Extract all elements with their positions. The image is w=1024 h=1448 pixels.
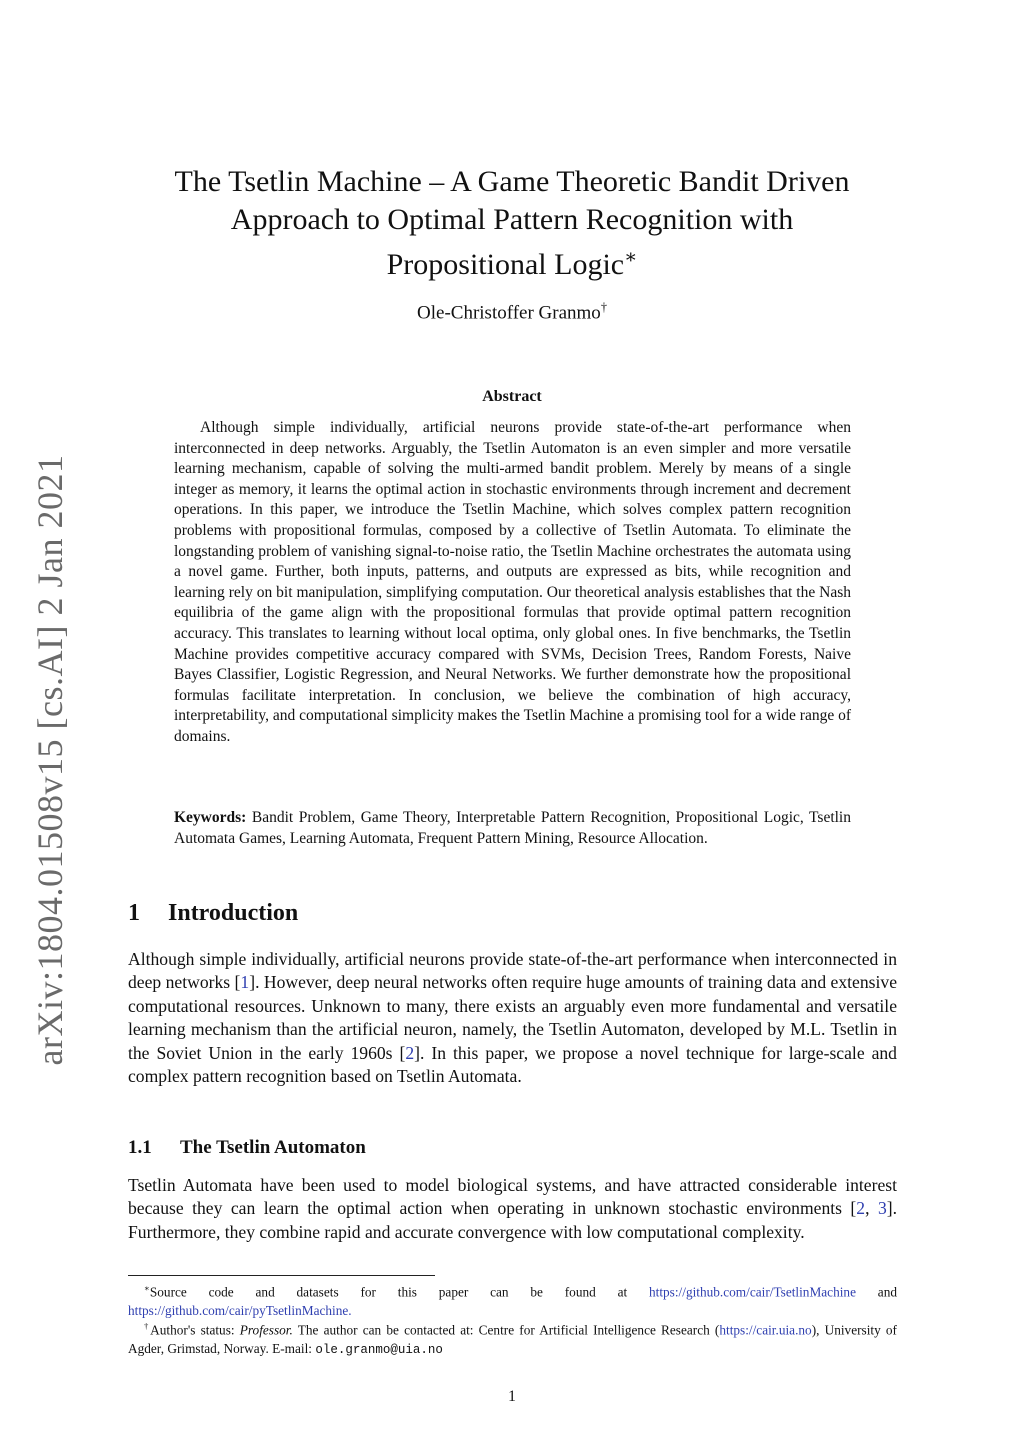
author-email[interactable]: ole.granmo@uia.no xyxy=(315,1343,443,1358)
page-number: 1 xyxy=(508,1388,516,1405)
section-number: 1 xyxy=(128,900,140,926)
subsection-heading-tsetlin-automaton xyxy=(128,1137,366,1159)
intro-text-1: Although simple individually, artificial neurons provide state-of-the-art performance when interconnected in deep networks xyxy=(128,949,897,993)
footnote-text-rest: ), University of Agder, Grimstad, Norway. E-mail: xyxy=(128,1322,897,1357)
abstract-body: Although simple individually, artificial neurons provide state-of-the-art performance when interconnected in deep networks. Arguably, the Tsetlin Automaton is an even simpler and more versatile learning mechanism, capable of solving the multi-armed bandit problem. Merely by means of a single integer as memory, it learns the optimal action in stochastic environments through increment and decrement operations. In this paper, we introduce the Tsetlin Machine, which solves complex pattern recognition problems with propositional formulas, composed by a collective of Tsetlin Automata. To eliminate the longstanding problem of vanishing signal-to-noise ratio, the Tsetlin Machine orchestrates the automata using a novel game. Further, both inputs, patterns, and outputs are expressed as bits, while recognition and learning rely on bit manipulation, simplifying computation. Our theoretical analysis establishes that the Nash equilibria of the game align with the propositional formulas that provide optimal pattern recognition accuracy. This translates to learning without local optima, only global ones. In five benchmarks, the Tsetlin Machine provides competitive accuracy compared with SVMs, Decision Trees, Random Forests, Naive Bayes Classifier, Logistic Regression, and Neural Networks. We further demonstrate how the propositional formulas facilitate interpretation. In conclusion, we believe the combination of high accuracy, interpretability, and computational simplicity makes the Tsetlin Machine a promising tool for a wide range of domains. xyxy=(174,419,851,745)
paper-title xyxy=(150,163,874,284)
subsection-title: The Tsetlin Automaton xyxy=(180,1137,366,1158)
footnote-source-code xyxy=(128,1279,897,1320)
keywords xyxy=(174,808,851,849)
tsetlin-automaton-paragraph: Tsetlin Automata have been used to model biological systems, and have attracted considerable interest because they can learn the optimal action when operating in unknown stochastic environments [2, 3]. Furthermore, they combine rapid and accurate convergence with low computational complexity. xyxy=(128,1175,897,1242)
citation-link[interactable]: 2 xyxy=(405,1042,415,1063)
citation-link[interactable]: 3 xyxy=(877,1198,887,1219)
footnote-and: and xyxy=(877,1284,897,1300)
paper-author xyxy=(150,300,874,324)
introduction-paragraph: Although simple individually, artificial neurons provide state-of-the-art performance when interconnected in deep networks [1]. However, deep neural networks often require huge amounts of training data and extensive computational resources. Unknown to many, there exists an arguably even more fundamental and versatile learning mechanism than the artificial neuron, namely, the Tsetlin Automaton, developed by M.L. Tsetlin in the Soviet Union in the early 1960s [2]. In this paper, we propose a novel technique for large-scale and complex pattern recognition based on Tsetlin Automata. xyxy=(128,949,897,1087)
section-heading-introduction xyxy=(128,900,298,927)
citation-link[interactable]: 1 xyxy=(240,972,250,993)
author-name: Ole-Christoffer Granmo xyxy=(417,302,601,324)
footnote-author xyxy=(128,1317,897,1360)
section-title: Introduction xyxy=(168,900,299,926)
author-footnote-mark: † xyxy=(600,300,607,314)
title-footnote-mark: ∗ xyxy=(624,247,638,268)
intro-text-2: . However, deep neural networks often require huge amounts of training data and extensive computational resources. Unknown to many, there exists an arguably even more fundamental and versatile learning mechanism than the artificial neuron, namely, the Tsetlin Automaton, developed by M.L. Tsetlin in the Soviet Union in the early 1960s xyxy=(128,972,897,1063)
footnote-mark: † xyxy=(144,1321,151,1331)
footnote-mark: ∗ xyxy=(144,1283,150,1293)
keywords-label: Keywords: xyxy=(174,809,247,826)
ta-text-1: Tsetlin Automata have been used to model biological systems, and have attracted considerable interest because they can learn the optimal action when operating in unknown stochastic environments xyxy=(128,1175,897,1219)
keywords-list: Bandit Problem, Game Theory, Interpretable Pattern Recognition, Propositional Logic, Tsetlin Automata Games, Learning Automata, Frequent Pattern Mining, Resource Allocation. xyxy=(174,809,851,847)
footnote-rule xyxy=(128,1275,435,1276)
pytsetlin-link[interactable]: https://github.com/cair/pyTsetlinMachine. xyxy=(128,1303,352,1319)
subsection-number: 1.1 xyxy=(128,1137,152,1158)
paper-title-text: The Tsetlin Machine – A Game Theoretic Bandit Driven Approach to Optimal Pattern Recognition with Propositional Logic xyxy=(174,165,850,281)
footnote-text: The author can be contacted at: Centre for Artificial Intelligence Research ( xyxy=(297,1322,720,1338)
abstract-heading: Abstract xyxy=(482,388,542,405)
citation-link[interactable]: 2 xyxy=(856,1198,866,1219)
footnote-lead: Author's status: xyxy=(150,1322,235,1338)
cair-link[interactable]: https://cair.uia.no xyxy=(719,1322,812,1338)
ta-text-2: . Furthermore, they combine rapid and accurate convergence with low computational complexity. xyxy=(128,1198,897,1242)
author-status: Professor. xyxy=(239,1322,293,1338)
intro-text-3: . In this paper, we propose a novel technique for large-scale and complex pattern recognition based on Tsetlin Automata. xyxy=(128,1042,897,1087)
github-link[interactable]: https://github.com/cair/TsetlinMachine xyxy=(649,1284,856,1300)
footnote-text: Source code and datasets for this paper can be found at xyxy=(149,1284,628,1300)
arxiv-identifier: arXiv:1804.01508v15 [cs.AI] 2 Jan 2021 xyxy=(30,454,70,1066)
